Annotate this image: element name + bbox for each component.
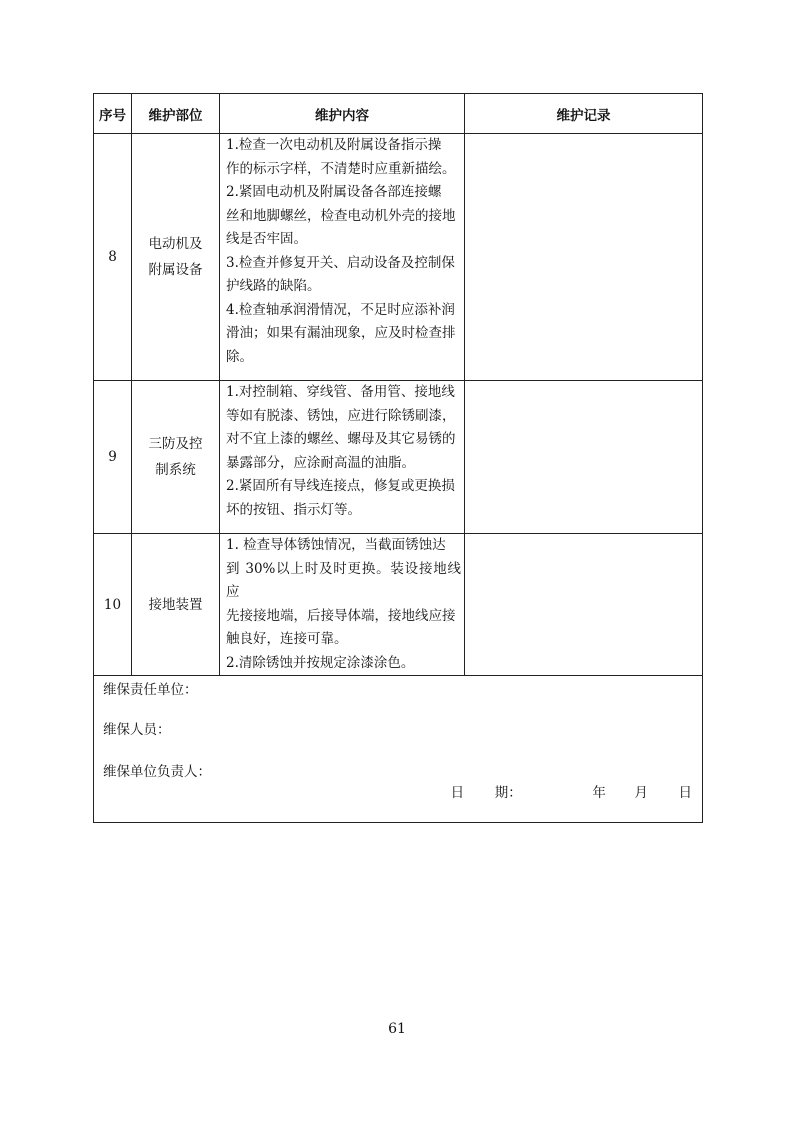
row-part-line2: 附属设备 <box>148 262 203 278</box>
page-number: 61 <box>388 1021 406 1037</box>
table-row <box>94 134 703 381</box>
row-content <box>220 134 465 381</box>
date-month: 月 <box>634 785 648 801</box>
row-part-line2: 制系统 <box>155 462 196 478</box>
content-line: 3.检查并修复开关、启动设备及控制保 <box>226 254 455 271</box>
content-line: 1.检查一次电动机及附属设备指示操 <box>226 137 442 153</box>
date-day: 日 <box>678 785 692 801</box>
content-line: 4.检查轴承润滑情况，不足时应添补润 <box>226 301 455 318</box>
header-content: 维护内容 <box>220 94 465 134</box>
content-line: 线是否牢固。 <box>226 231 307 247</box>
table-header-row <box>94 94 703 134</box>
row-part <box>132 134 220 381</box>
content-line: 坏的按钮、指示灯等。 <box>226 501 361 518</box>
content-line: 护线路的缺陷。 <box>226 278 321 294</box>
row-part-line1: 三防及控 <box>148 436 203 452</box>
content-line: 2.清除锈蚀并按规定涂漆涂色。 <box>226 654 415 671</box>
row-seq: 8 <box>94 134 132 381</box>
row-part-line1: 接地装置 <box>148 596 203 613</box>
date-line <box>451 781 692 801</box>
table-row <box>94 534 703 676</box>
table-footer-row <box>94 676 703 823</box>
content-line: 2.紧固电动机及附属设备各部连接螺 <box>226 184 442 200</box>
content-line: 等如有脱漆、锈蚀，应进行除锈刷漆， <box>226 407 456 424</box>
content-line: 2.紧固所有导线连接点，修复或更换损 <box>226 478 455 494</box>
header-record: 维护记录 <box>465 94 703 134</box>
content-line: 1.对控制箱、穿线管、备用管、接地线 <box>226 384 455 400</box>
content-line: 作的标示字样，不清楚时应重新描绘。 <box>226 160 456 177</box>
row-content <box>220 381 465 534</box>
row-record[interactable] <box>465 381 703 534</box>
content-line: 1. 检查导体锈蚀情况，当截面锈蚀达 <box>226 537 446 553</box>
row-content <box>220 534 465 676</box>
row-part <box>132 534 220 676</box>
row-seq: 10 <box>94 534 132 676</box>
content-line: 丝和地脚螺丝，检查电动机外壳的接地 <box>226 207 456 224</box>
staff-label: 维保人员： <box>103 722 171 738</box>
content-line: 除。 <box>226 348 253 365</box>
date-ri: 日 <box>450 785 465 801</box>
unit-leader-label: 维保单位负责人： <box>103 764 211 780</box>
date-year: 年 <box>592 785 606 801</box>
content-line: 到 30%以上时及时更换。装设接地线应 <box>226 560 461 600</box>
footer-cell <box>94 676 703 823</box>
content-line: 触良好，连接可靠。 <box>226 631 348 647</box>
row-part-line1: 电动机及 <box>148 236 203 252</box>
row-record[interactable] <box>465 134 703 381</box>
content-line: 暴露部分，应涂耐高温的油脂。 <box>226 454 415 471</box>
header-seq: 序号 <box>94 94 132 134</box>
row-part <box>132 381 220 534</box>
content-line: 对不宜上漆的螺丝、螺母及其它易锈的 <box>226 431 456 447</box>
maintenance-table <box>93 93 703 823</box>
content-line: 滑油；如果有漏油现象，应及时检查排 <box>226 325 456 341</box>
row-seq: 9 <box>94 381 132 534</box>
table-row <box>94 381 703 534</box>
row-record[interactable] <box>465 534 703 676</box>
content-line: 先接接地端，后接导体端，接地线应接 <box>226 607 456 624</box>
date-qi: 期： <box>494 785 522 801</box>
responsible-unit-label: 维保责任单位： <box>103 682 198 698</box>
header-part: 维护部位 <box>132 94 220 134</box>
